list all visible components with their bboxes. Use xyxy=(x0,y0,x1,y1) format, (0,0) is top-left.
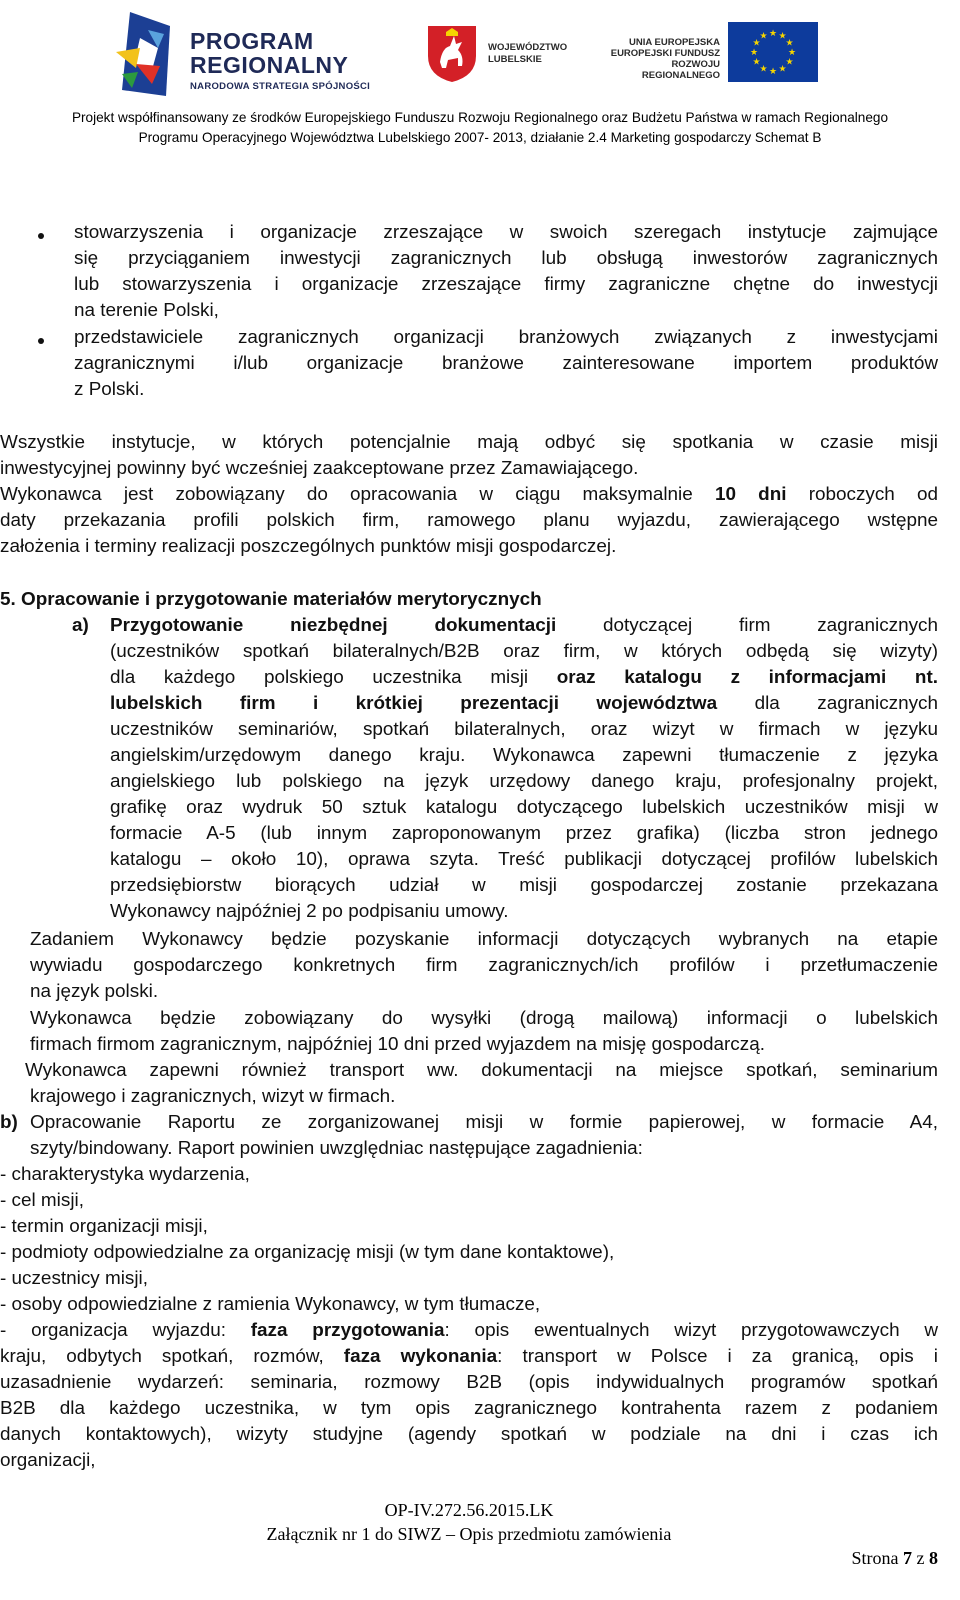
bullet1-line: się przyciąganiem inwestycji zagranicznych lub obsługą inwestorów zagranicznych xyxy=(74,248,938,269)
transport-line: krajowego i zagranicznych, wizyt w firmach. xyxy=(30,1086,396,1107)
item-a-line4-rest: dla zagranicznych xyxy=(754,693,938,714)
eu-star-icon: ★ xyxy=(759,63,768,74)
eu-star-icon: ★ xyxy=(759,30,768,41)
report-item-organization xyxy=(0,1318,938,1474)
report-list-item: - charakterystyka wydarzenia, xyxy=(0,1164,250,1185)
eu-star-icon: ★ xyxy=(785,37,794,48)
cofinancing-line2: Programu Operacyjnego Województwa Lubelskiego 2007- 2013, działanie 2.4 Marketing gospodarczy Schemat B xyxy=(138,130,822,145)
item-b-report xyxy=(30,1110,938,1162)
unia-europejska-logo xyxy=(604,22,820,84)
report-list-item: - termin organizacji misji, xyxy=(0,1216,208,1237)
item-a-documentation xyxy=(110,613,938,925)
bullet-item-foreign-investment-associations xyxy=(74,220,938,324)
cofinancing-line1: Projekt współfinansowany ze środków Europejskiego Funduszu Rozwoju Regionalnego oraz Budżetu Państwa w ramach Regionalnego xyxy=(71,110,889,125)
item-a-line1 xyxy=(110,613,938,639)
item-b-marker: b) xyxy=(0,1112,18,1133)
bullet-dot-icon xyxy=(38,338,44,344)
org-line1-end: : opis ewentualnych wizyt przygotowawczych w xyxy=(444,1320,938,1341)
page-of: z xyxy=(916,1548,925,1568)
deadline-line1-start: Wykonawca jest zobowiązany do opracowania w ciągu maksymalnie xyxy=(0,484,693,505)
org-line2 xyxy=(0,1344,938,1370)
report-list-item: - podmioty odpowiedzialne za organizację misji (w tym dane kontaktowe), xyxy=(0,1242,615,1263)
paragraph-transport xyxy=(25,1058,938,1110)
item-a-line: formacie A-5 (lub innym zaproponowanym przez grafika) (liczba stron jednego xyxy=(110,823,938,844)
eu-flag-icon xyxy=(728,22,818,82)
paragraph-mailing xyxy=(30,1006,938,1058)
deadline-line2: daty przekazania profili polskich firm, ramowego planu wyjazdu, zawierającego wstępne xyxy=(0,510,938,531)
mailing-line: firmach firmom zagranicznym, najpóźniej 10 dni przed wyjazdem na misję gospodarczą. xyxy=(30,1034,765,1055)
wojewodztwo-logo-line1: WOJEWÓDZTWO xyxy=(488,42,568,53)
item-a-line1-rest: dotyczącej firm zagranicznych xyxy=(602,615,938,636)
bullet1-line: na terenie Polski, xyxy=(74,300,219,321)
paragraph-institutions-approval xyxy=(0,430,938,482)
deadline-line1-end: roboczych od xyxy=(808,484,938,505)
item-a-line4-bold: lubelskich firm i krótkiej prezentacji województwa xyxy=(110,693,718,714)
footer-reference: OP-IV.272.56.2015.LK xyxy=(384,1500,554,1520)
program-regionalny-emblem-icon xyxy=(112,8,186,100)
org-phase-execution: faza wykonania xyxy=(343,1346,498,1367)
item-a-line3 xyxy=(110,665,938,691)
eu-star-icon: ★ xyxy=(778,63,787,74)
report-list-item: - cel misji, xyxy=(0,1190,84,1211)
ue-logo-line3: ROZWOJU REGIONALNEGO xyxy=(641,58,720,81)
paragraph-deadline xyxy=(0,482,938,560)
org-phase-preparation: faza przygotowania xyxy=(250,1320,445,1341)
item-a-marker: a) xyxy=(72,615,89,636)
org-line: uzasadnienie wydarzeń: seminaria, rozmowy B2B (opis indywidualnych programów spotkań xyxy=(0,1372,938,1393)
section-5-heading-text: 5. Opracowanie i przygotowanie materiałów merytorycznych xyxy=(0,589,542,610)
footer-annex: Załącznik nr 1 do SIWZ – Opis przedmiotu zamówienia xyxy=(266,1524,672,1544)
org-line1 xyxy=(0,1318,938,1344)
mailing-line: Wykonawca będzie zobowiązany do wysyłki (drogą mailową) informacji o lubelskich xyxy=(30,1008,938,1029)
item-a-line: katalogu – około 10), oprawa szyta. Treść publikacji dotyczącej profilów lubelskich xyxy=(110,849,938,870)
page-number xyxy=(852,1548,939,1569)
item-a-line: angielskiego lub polskiego na język urzędowy danego kraju, profesjonalny projekt, xyxy=(110,771,938,792)
item-a-line1-bold: Przygotowanie niezbędnej dokumentacji xyxy=(110,615,557,636)
report-list-item: - osoby odpowiedzialne z ramienia Wykonawcy, w tym tłumacze, xyxy=(0,1294,541,1315)
bullet1-line: lub stowarzyszenia i organizacje zrzeszające firmy zagraniczne chętne do inwestycji xyxy=(74,274,938,295)
task-line: na język polski. xyxy=(30,981,159,1002)
eu-star-icon: ★ xyxy=(768,28,778,38)
item-a-line: grafikę oraz wydruk 50 sztuk katalogu dotyczącego lubelskich uczestników misji w xyxy=(110,797,938,818)
eu-star-icon: ★ xyxy=(752,37,761,48)
item-a-line2: (uczestników spotkań bilateralnych/B2B oraz firm, w których odbędą się wizyty) xyxy=(110,641,938,662)
item-b-line1: Opracowanie Raportu ze zorganizowanej misji w formie papierowej, w formacie A4, xyxy=(30,1112,938,1133)
item-a-line: przedsiębiorstw biorących udział w misji gospodarczej zostanie przekazana xyxy=(110,875,938,896)
wojewodztwo-lubelskie-logo xyxy=(424,22,574,88)
bullet2-line: przedstawiciele zagranicznych organizacji branżowych związanych z inwestycjami xyxy=(74,327,938,348)
eu-star-icon: ★ xyxy=(752,56,761,67)
item-a-line4 xyxy=(110,691,938,717)
page-current: 7 xyxy=(903,1548,912,1568)
transport-line: Wykonawca zapewni również transport ww. dokumentacji na miejsce spotkań, seminarium xyxy=(25,1060,938,1081)
item-a-line3-plain: dla każdego polskiego uczestnika misji xyxy=(110,667,529,688)
org-line2-start: kraju, odbytych spotkań, rozmów, xyxy=(0,1346,324,1367)
program-regionalny-logo xyxy=(112,8,392,100)
deadline-line3: założenia i terminy realizacji poszczególnych punktów misji gospodarczej. xyxy=(0,536,617,557)
ue-logo-line2: EUROPEJSKI FUNDUSZ xyxy=(610,47,720,59)
task-line: Zadaniem Wykonawcy będzie pozyskanie informacji dotyczących wybranych na etapie xyxy=(30,929,938,950)
ue-logo-line1: UNIA EUROPEJSKA xyxy=(629,37,720,48)
bullet2-line: zagranicznymi i/lub organizacje branżowe zainteresowane importem produktów xyxy=(74,353,938,374)
org-line2-end: : transport w Polsce i za granicą, opis i xyxy=(497,1346,938,1367)
paragraph-contractor-task xyxy=(30,927,938,1005)
eu-star-icon: ★ xyxy=(785,56,794,67)
program-logo-line3: NARODOWA STRATEGIA SPÓJNOŚCI xyxy=(190,81,371,92)
deadline-days-bold: 10 dni xyxy=(714,484,787,505)
item-a-line3-bold: oraz katalogu z informacjami nt. xyxy=(556,667,938,688)
section-5-heading xyxy=(0,587,938,613)
report-list-item: - uczestnicy misji, xyxy=(0,1268,148,1289)
eu-star-icon: ★ xyxy=(768,66,778,76)
eu-star-icon: ★ xyxy=(787,47,797,57)
cofinancing-note xyxy=(0,108,960,148)
org-line-last: organizacji, xyxy=(0,1450,96,1471)
eu-star-icon: ★ xyxy=(778,30,787,41)
org-line: B2B dla każdego uczestnika, w tym opis zagranicznego kontrahenta razem z podaniem xyxy=(0,1398,938,1419)
item-a-line: angielskim/urzędowym danego kraju. Wykonawca zapewni tłumaczenie z języka xyxy=(110,745,938,766)
item-a-line: Wykonawcy najpóźniej 2 po podpisaniu umowy. xyxy=(110,901,509,922)
bullet1-line: stowarzyszenia i organizacje zrzeszające w swoich szeregach instytucje zajmujące xyxy=(74,222,938,243)
bullet-dot-icon xyxy=(38,233,44,239)
program-logo-line2: REGIONALNY xyxy=(190,52,349,78)
item-b-line2: szyty/bindowany. Raport powinien uwzględniac następujące zagadnienia: xyxy=(30,1138,643,1159)
coat-of-arms-icon xyxy=(424,22,480,84)
eu-star-icon: ★ xyxy=(749,47,759,57)
program-logo-line1: PROGRAM xyxy=(190,28,314,54)
report-items-list xyxy=(0,1162,938,1318)
page-total: 8 xyxy=(929,1548,938,1568)
task-line: wywiadu gospodarczego konkretnych firm zagranicznych/ich profilów i przetłumaczenie xyxy=(30,955,938,976)
bullet-item-industry-organizations xyxy=(74,325,938,403)
institutions-line: Wszystkie instytucje, w których potencjalnie mają odbyć się spotkania w czasie misji xyxy=(0,432,938,453)
deadline-line1 xyxy=(0,482,938,508)
bullet2-line: z Polski. xyxy=(74,379,145,400)
wojewodztwo-logo-line2: LUBELSKIE xyxy=(488,53,542,65)
org-line: danych kontaktowych), wizyty studyjne (agendy spotkań w podziale na dni i czas ich xyxy=(0,1424,938,1445)
institutions-line: inwestycyjnej powinny być wcześniej zaakceptowane przez Zamawiającego. xyxy=(0,458,639,479)
org-line1-start: - organizacja wyjazdu: xyxy=(0,1320,226,1341)
item-a-line: uczestników seminariów, spotkań bilateralnych, oraz wizyt w firmach w języku xyxy=(110,719,938,740)
page-label: Strona xyxy=(851,1548,899,1568)
